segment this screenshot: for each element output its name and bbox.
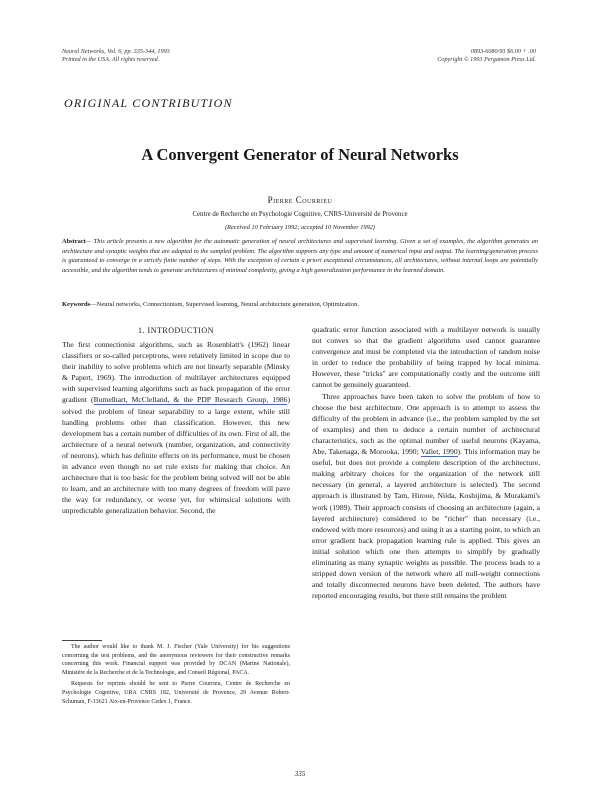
citation-link-vallet[interactable]: Vallet, 1990 bbox=[420, 447, 458, 457]
left-paragraph-1 bbox=[62, 339, 290, 517]
keywords-text: —Neural networks, Connectionism, Supervised learning, Neural architecture generation, Optimization. bbox=[90, 301, 359, 308]
copyright-line1: 0893-6080/93 $6.00 + .00 bbox=[470, 48, 536, 55]
right-p2-text-a: Three approaches have been taken to solve the problem of how to choose the best architecture. One approach is to attempt to assess the difficulty of the problem in advance (i.e., the problem sampled by the set of examples) and then to deduce a certain number of architectural characteristics, such as the optimal number of useful neurons (Kayama, Abe, Takenaga, & Morooka, 1990; bbox=[312, 391, 540, 457]
abstract bbox=[62, 237, 538, 275]
left-p1-text-a: The first connectionist algorithms, such as Rosenblatt's (1962) linear classifiers or so-called perceptrons, were relatively limited in scope due to their inability to solve problems which are not linearly separable (Minsky & Papert, 1969). The introduction of multilayer architectures equipped with supervised learning algorithms such as back propagation of the error gradient ( bbox=[62, 340, 290, 405]
right-p2-text-b: ). This information may be useful, but does not provide a complete description of the architecture, making arbitrary choices for the organization of the network still necessary (in general, a layered architecture is selected). The second approach is illustrated by Tam, Hiroue, Niida, Koshijima, & Murakami's work (1989). Their approach consists of choosing an architecture (again, a layered architecture) considered to be "richer" than necessary (i.e., endowed with more resources) and using it as a starting point, to which an error gradient back propagation learning rule is applied. This gives an initial solution which one then attempts to simplify by gradually eliminating as many synaptic weights as possible. The process leads to a stripped down version of the network where all null-weight connections and totally disconnected neurons have been deleted. The authors have reported encouraging results, but there still remains the problem bbox=[312, 447, 540, 601]
left-p1-text-b: ) solved the problem of linear separability to a large extent, while still handling problems other than classification. However, this new development has a certain number of difficulties of its own. First of all, the architecture of a neural network (number, organization, and connectivity of neurons), which has definite effects on its performance, must be chosen in advance even though no set rule exists for making that choice. An architecture that is too basic for the problem being solved will not be able to learn, and an architecture with too many degrees of freedom will pave the way for redundancy, or worse yet, for whimsical solutions with unpredictable generalization behavior. Second, the bbox=[62, 395, 290, 516]
received-dates: (Received 10 February 1992; accepted 10 November 1992) bbox=[225, 224, 375, 231]
paper-title: A Convergent Generator of Neural Networks bbox=[141, 145, 459, 164]
abstract-text: — This article presents a new algorithm for the automatic generation of neural architectures and supervised learning. Given a set of examples, the algorithm generates an architecture and synaptic weights that are adapted to the sampled problem. The algorithm supports any type and amount of numerical input and output. The learning/generation process is guaranteed to converge in a strictly finite number of steps. With the exception of certain a priori exceptional circumstances, all architectures, without internal loops are potentially accessible, and the algorithm tends to generate architectures of minimal complexity, giving a high generalization performance in the learned domain. bbox=[62, 238, 538, 274]
keywords bbox=[62, 300, 538, 310]
journal-citation-line2: Printed in the USA. All rights reserved. bbox=[62, 56, 160, 63]
abstract-label: Abstract bbox=[62, 238, 86, 245]
copyright-block bbox=[336, 48, 536, 64]
section-label: ORIGINAL CONTRIBUTION bbox=[64, 96, 233, 110]
footnote-reprints: Requests for reprints should be sent to Pierre Courrieu, Centre de Recherche en Psychologie Cognitive, URA CNRS 182, Université de Provence, 29 Avenue Robert-Schuman, F-13621 Aix-en-Provence Cedex 1, France. bbox=[62, 681, 290, 705]
right-paragraph-2 bbox=[312, 391, 540, 602]
copyright-line2: Copyright © 1993 Pergamon Press Ltd. bbox=[437, 56, 536, 63]
author-affiliation: Centre de Recherche en Psychologie Cognitive, CNRS-Université de Provence bbox=[192, 211, 408, 218]
page-number: 335 bbox=[294, 770, 306, 778]
citation-link-rumelhart[interactable]: Rumelhart, McClelland, & the PDP Research Group, 1986 bbox=[93, 395, 288, 405]
right-paragraph-1: quadratic error function associated with a multilayer network is usually not convex so that the gradient algorithms used cannot guarantee convergence and must be completed via the introduction of random noise in order to reduce the probability of being trapped by local minima. However, these "tricks" are computationally costly and the outcome still cannot be genuinely guaranteed. bbox=[312, 325, 540, 390]
keywords-label: Keywords bbox=[62, 301, 91, 308]
footnote-rule bbox=[62, 640, 102, 641]
journal-citation bbox=[62, 48, 170, 64]
journal-citation-line1: Neural Networks, Vol. 6, pp. 335-344, 1993 bbox=[62, 48, 170, 55]
right-column bbox=[312, 324, 540, 601]
left-column bbox=[62, 339, 290, 517]
section-heading-introduction: 1. INTRODUCTION bbox=[138, 326, 214, 335]
author-name: Pierre Courrieu bbox=[267, 195, 333, 205]
footnotes bbox=[62, 643, 290, 709]
footnote-acknowledgment: The author would like to thank M. J. Fischer (Yale University) for his suggestions concerning the test problems, and the anonymous reviewers for their constructive remarks concerning this work. Financial support was provided by DCAN (Marine Nationale), Ministère de la Recherche et de la Technologie, and Conseil Régional, PACA. bbox=[62, 644, 290, 676]
